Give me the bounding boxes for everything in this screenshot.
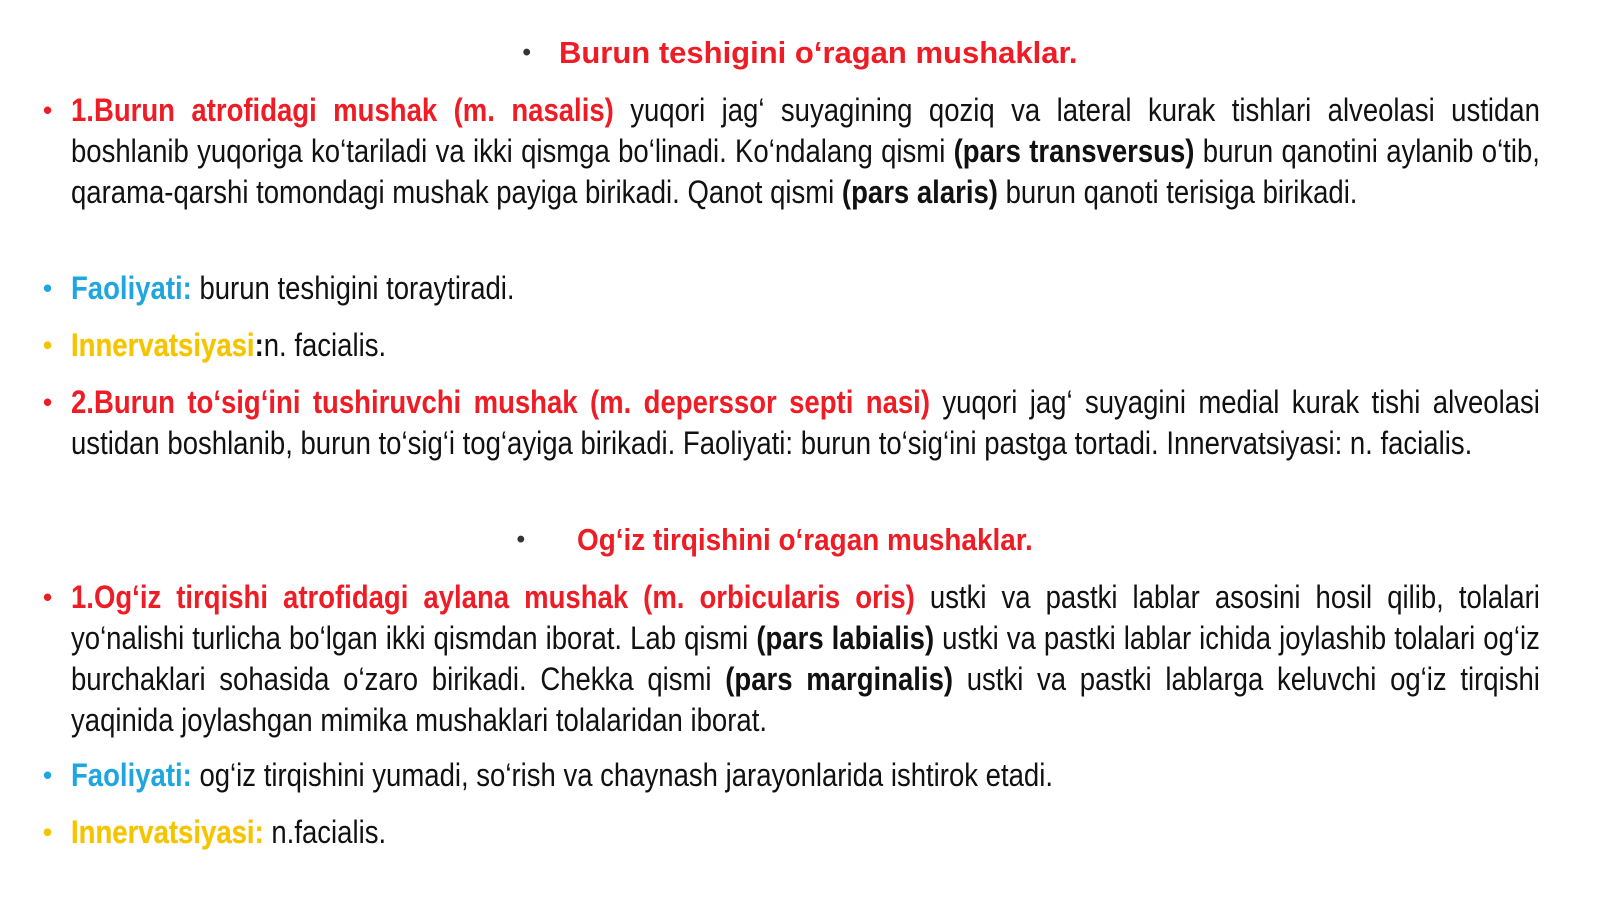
list-bullet: • bbox=[43, 330, 53, 360]
innervation-label: Innervatsiyasi bbox=[71, 327, 255, 363]
body-text: yuqori jag‘ suyagining qoziq va lateral kurak tishlari alveolasi ustidan boshlanib yuqoriga ko‘tariladi va ikki qismga bo‘linadi. Ko‘ndalang qismi bbox=[71, 92, 1540, 169]
body-text: n.facialis. bbox=[263, 814, 387, 850]
list-bullet: • bbox=[43, 95, 53, 125]
section-heading-mouth bbox=[0, 520, 1600, 560]
heading-bullet: • bbox=[516, 526, 525, 553]
innervation-label: Innervatsiyasi: bbox=[71, 814, 264, 850]
section-heading-nose bbox=[0, 33, 1600, 73]
list-bullet: • bbox=[43, 760, 53, 790]
body-text: ustki va pastki lablar asosini hosil qilib, tolalari yo‘nalishi turlicha bo‘lgan ikki qismdan iborat. Lab qismi bbox=[71, 579, 1540, 656]
list-bullet: • bbox=[43, 273, 53, 303]
heading-text: Og‘iz tirqishini o‘ragan mushaklar. bbox=[576, 522, 1033, 557]
body-text: n. facialis. bbox=[263, 327, 387, 363]
heading-bullet: • bbox=[522, 39, 531, 66]
body-text: ustki va pastki lablar ichida joylashib tolalari og‘iz burchaklari sohasida o‘zaro birikadi. Chekka qismi bbox=[71, 620, 1540, 697]
muscle-title: 1.Og‘iz tirqishi atrofidagi aylana mushak (m. orbicularis oris) bbox=[71, 579, 915, 615]
body-text: burun teshigini toraytiradi. bbox=[191, 270, 515, 306]
body-text: ustki va pastki lablarga keluvchi og‘iz tirqishi yaqinida joylashgan mimika mushaklari tolalaridan iborat. bbox=[71, 661, 1540, 738]
muscle-title: 2.Burun to‘sig‘ini tushiruvchi mushak (m. deperssor septi nasi) bbox=[71, 384, 930, 420]
list-bullet: • bbox=[43, 817, 53, 847]
body-text: yuqori jag‘ suyagini medial kurak tishi alveolasi ustidan boshlanib, burun to‘sig‘i tog‘ayiga birikadi. Faoliyati: burun to‘sig‘ini pastga tortadi. Innervatsiyasi: n. facialis. bbox=[71, 384, 1540, 461]
function-label: Faoliyati: bbox=[71, 270, 192, 306]
paragraph-depressor-septi bbox=[71, 382, 1540, 464]
list-bullet: • bbox=[43, 582, 53, 612]
paragraph-function-nose bbox=[71, 268, 1540, 309]
paragraph-function-mouth bbox=[71, 755, 1540, 796]
paragraph-orbicularis-oris bbox=[71, 577, 1540, 741]
paragraph-innervation-nose bbox=[71, 325, 1540, 366]
paragraph-nasalis bbox=[71, 90, 1540, 213]
bold-term: (pars labialis) bbox=[756, 620, 935, 656]
bold-term: (pars alaris) bbox=[841, 174, 998, 210]
function-label: Faoliyati: bbox=[71, 757, 192, 793]
body-text: og‘iz tirqishini yumadi, so‘rish va chaynash jarayonlarida ishtirok etadi. bbox=[191, 757, 1053, 793]
bold-term: (pars marginalis) bbox=[725, 661, 954, 697]
heading-text: Burun teshigini o‘ragan mushaklar. bbox=[558, 35, 1078, 70]
paragraph-innervation-mouth bbox=[71, 812, 1540, 853]
body-text: burun qanotini aylanib o‘tib, qarama-qarshi tomondagi mushak payiga birikadi. Qanot qismi bbox=[71, 133, 1540, 210]
list-bullet: • bbox=[43, 387, 53, 417]
bold-term: (pars transversus) bbox=[953, 133, 1195, 169]
colon: : bbox=[254, 327, 264, 363]
body-text: burun qanoti terisiga birikadi. bbox=[997, 174, 1358, 210]
muscle-title: 1.Burun atrofidagi mushak (m. nasalis) bbox=[71, 92, 614, 128]
